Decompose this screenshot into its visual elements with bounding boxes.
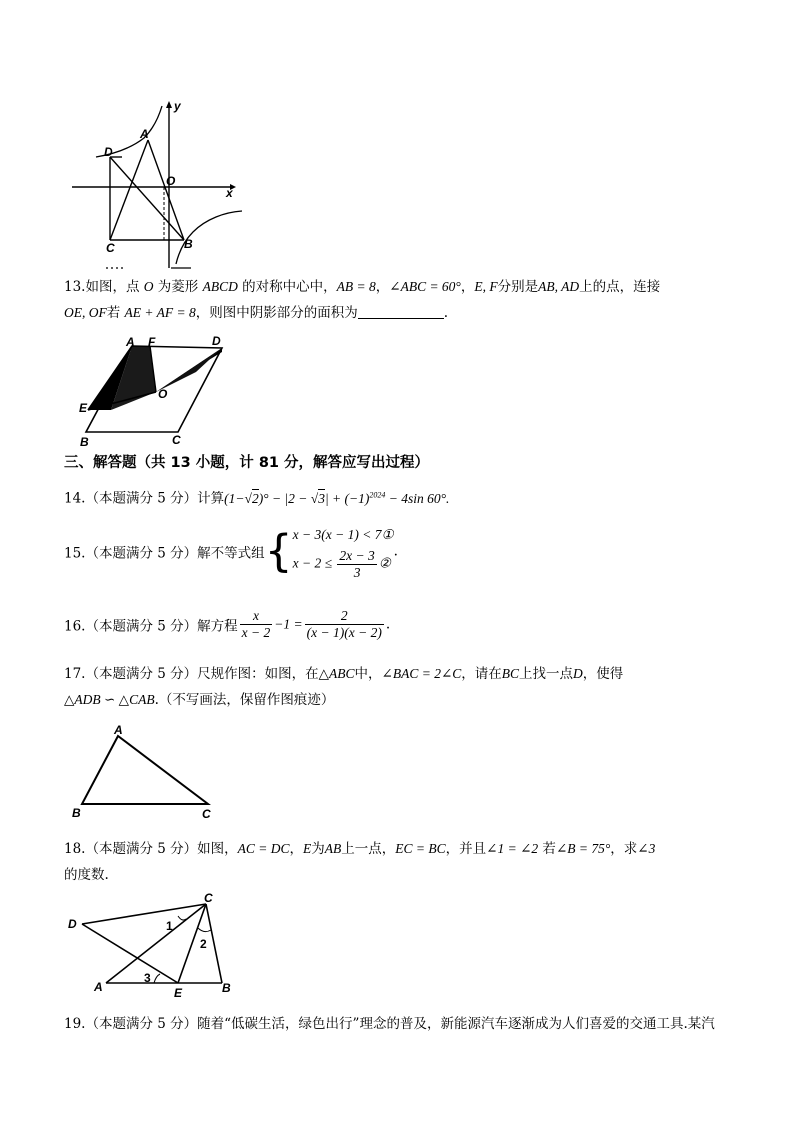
label-angle-1: 1 — [166, 919, 173, 933]
label-x: x — [226, 186, 233, 200]
label-A: A — [114, 723, 123, 737]
answer-blank[interactable] — [358, 304, 444, 319]
rhombus-figure — [76, 332, 236, 450]
label-B: B — [72, 806, 81, 820]
label-A: A — [126, 335, 135, 349]
label-E: E — [174, 986, 183, 1000]
question-14: 14.（本题满分 5 分）计算$(1-√2)^\circ - |2 - √3| + (-1)^{2024} - 4\sin$ 60°. — [64, 490, 450, 507]
question-19: 19.（本题满分 5 分）随着“低碳生活，绿色出行”理念的普及，新能源汽车逐渐成为人们喜爱的交通工具.某汽 — [64, 1016, 715, 1032]
label-D: D — [212, 334, 221, 348]
triangle-figure — [68, 722, 228, 822]
question-13-line1: 13.如图，点 O 为菱形 ABCD 的对称中心中，AB = 8，∠ABC = 60°，E, F分别是AB, AD上的点，连接 — [64, 279, 661, 295]
label-y: y — [174, 100, 181, 113]
label-B: B — [184, 237, 193, 251]
label-B: B — [222, 981, 231, 995]
label-E: E — [79, 401, 88, 415]
label-A: A — [140, 127, 149, 141]
label-C: C — [204, 891, 213, 905]
label-D: D — [104, 145, 113, 159]
label-A: A — [94, 980, 103, 994]
question-15: 15.（本题满分 5 分）解不等式组{ x − 3(x − 1) < 7① x − 2 ≤ $\frac{2x - 3}{3}$ ② . — [64, 522, 398, 581]
label-C: C — [202, 807, 211, 821]
triangles-figure — [62, 890, 242, 1000]
label-angle-3: 3 — [144, 971, 151, 985]
inequality-2: x − 2 ≤ $\frac{2x - 3}{3}$ ② — [292, 548, 391, 580]
question-17: 17.（本题满分 5 分）尺规作图：如图，在△ABC中，∠BAC = 2∠C，请在BC上找一点D，使得 △ADB ∽ △CAB.（不写画法，保留作图痕迹） — [64, 666, 624, 708]
question-16: 16.（本题满分 5 分）解方程 $\frac{x}{x - 2}$ −1 = $\frac{2}{(x - 1)(x - 2)}$ . — [64, 608, 391, 640]
label-F: F — [148, 335, 156, 349]
label-D: D — [68, 917, 77, 931]
question-13 — [64, 274, 660, 326]
label-angle-2: 2 — [200, 937, 207, 951]
label-C: C — [106, 241, 115, 255]
label-O: O — [166, 174, 176, 188]
section-heading: 三、解答题（共 13 小题，计 81 分，解答应写出过程） — [64, 455, 430, 471]
coordinate-figure — [66, 100, 246, 272]
question-18: 18.（本题满分 5 分）如图，AC = DC，E为AB上一点，EC = BC，并且∠1 = ∠2 若∠B = 75°，求∠3 的度数. — [64, 841, 656, 883]
label-B: B — [80, 435, 89, 449]
label-O: O — [158, 387, 168, 401]
question-13-line2: OE, OF若 AE + AF = 8，则图中阴影部分的面积为 . — [64, 305, 449, 321]
inequality-1: x − 3(x − 1) < 7① — [292, 527, 394, 542]
label-C: C — [172, 433, 181, 447]
